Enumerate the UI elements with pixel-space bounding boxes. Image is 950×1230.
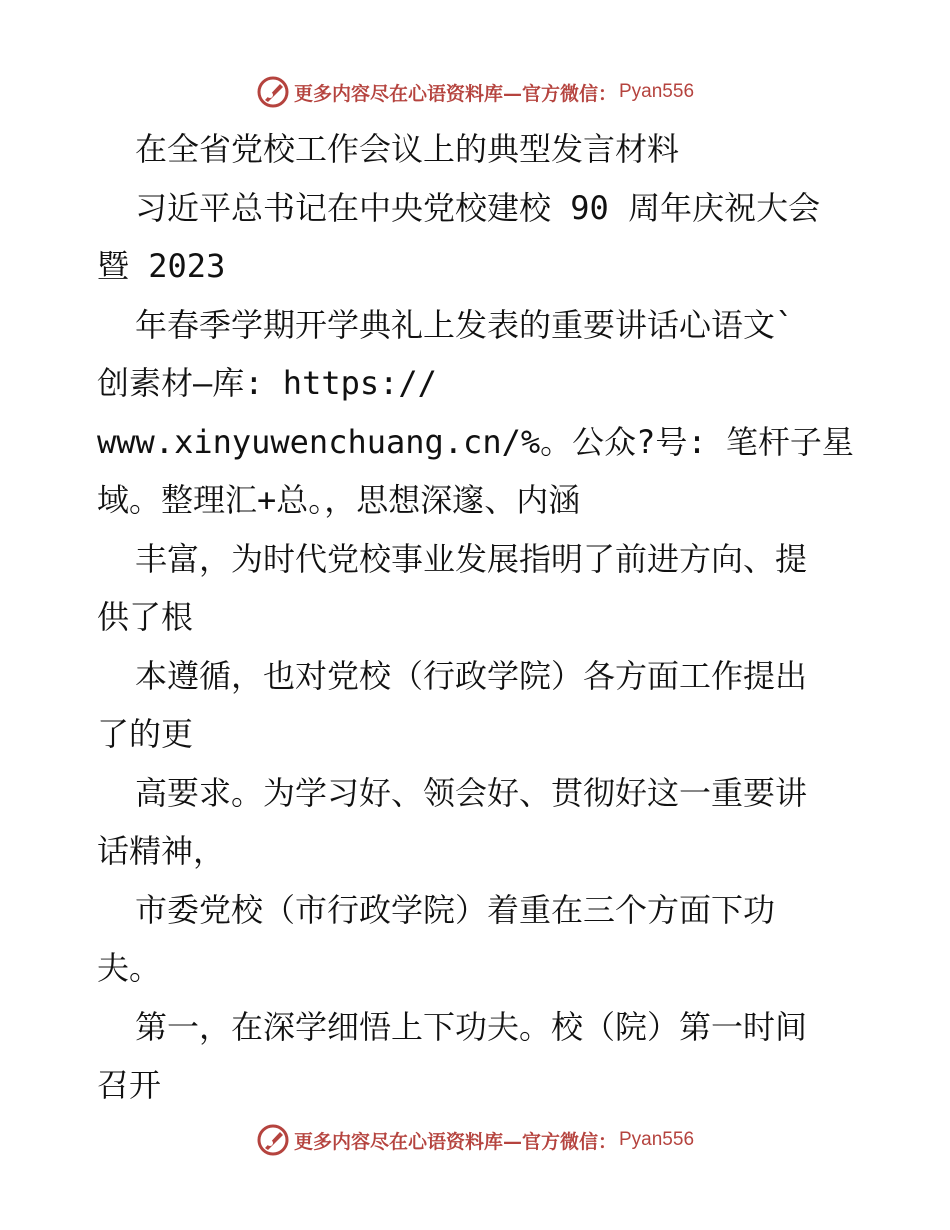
watermark-wechat-id: Pyan556 [619, 81, 695, 102]
text-line: 习近平总书记在中央党校建校 90 周年庆祝大会 [135, 188, 821, 227]
watermark-wechat-id: Pyan556 [619, 1129, 695, 1150]
pen-logo-icon [256, 75, 290, 109]
text-line: 年春季学期开学典礼上发表的重要讲话心语文` [135, 305, 795, 344]
watermark-text: 更多内容尽在心语资料库—官方微信： [293, 1130, 617, 1153]
text-line: 了的更 [97, 715, 194, 753]
text-line: 市委党校（市行政学院）着重在三个方面下功 [135, 890, 776, 929]
text-line: 话精神， [97, 832, 226, 870]
text-line: 暨 2023 [97, 247, 226, 285]
text-line: 丰富，为时代党校事业发展指明了前进方向、提 [135, 539, 808, 578]
document-title: 在全省党校工作会议上的典型发言材料 [135, 130, 680, 168]
text-line: 夫。 [97, 949, 162, 987]
text-line: 第一，在深学细悟上下功夫。校（院）第一时间 [135, 1007, 808, 1046]
text-line: 高要求。为学习好、领会好、贯彻好这一重要讲 [135, 773, 808, 812]
header-watermark [0, 72, 950, 112]
document-body [97, 120, 857, 1115]
pen-logo-icon [256, 1123, 290, 1157]
text-line: 创素材—库: https:// [97, 364, 437, 402]
footer-watermark [0, 1120, 950, 1160]
text-line: 召开 [97, 1066, 162, 1104]
watermark-text: 更多内容尽在心语资料库—官方微信： [293, 82, 617, 105]
text-line: 域。整理汇+总。，思想深邃、内涵 [97, 481, 581, 519]
text-line: 供了根 [97, 598, 194, 636]
text-line: www.xinyuwenchuang.cn/%。公众?号: 笔杆子星 [97, 422, 854, 461]
text-line: 本遵循，也对党校（行政学院）各方面工作提出 [135, 656, 808, 695]
